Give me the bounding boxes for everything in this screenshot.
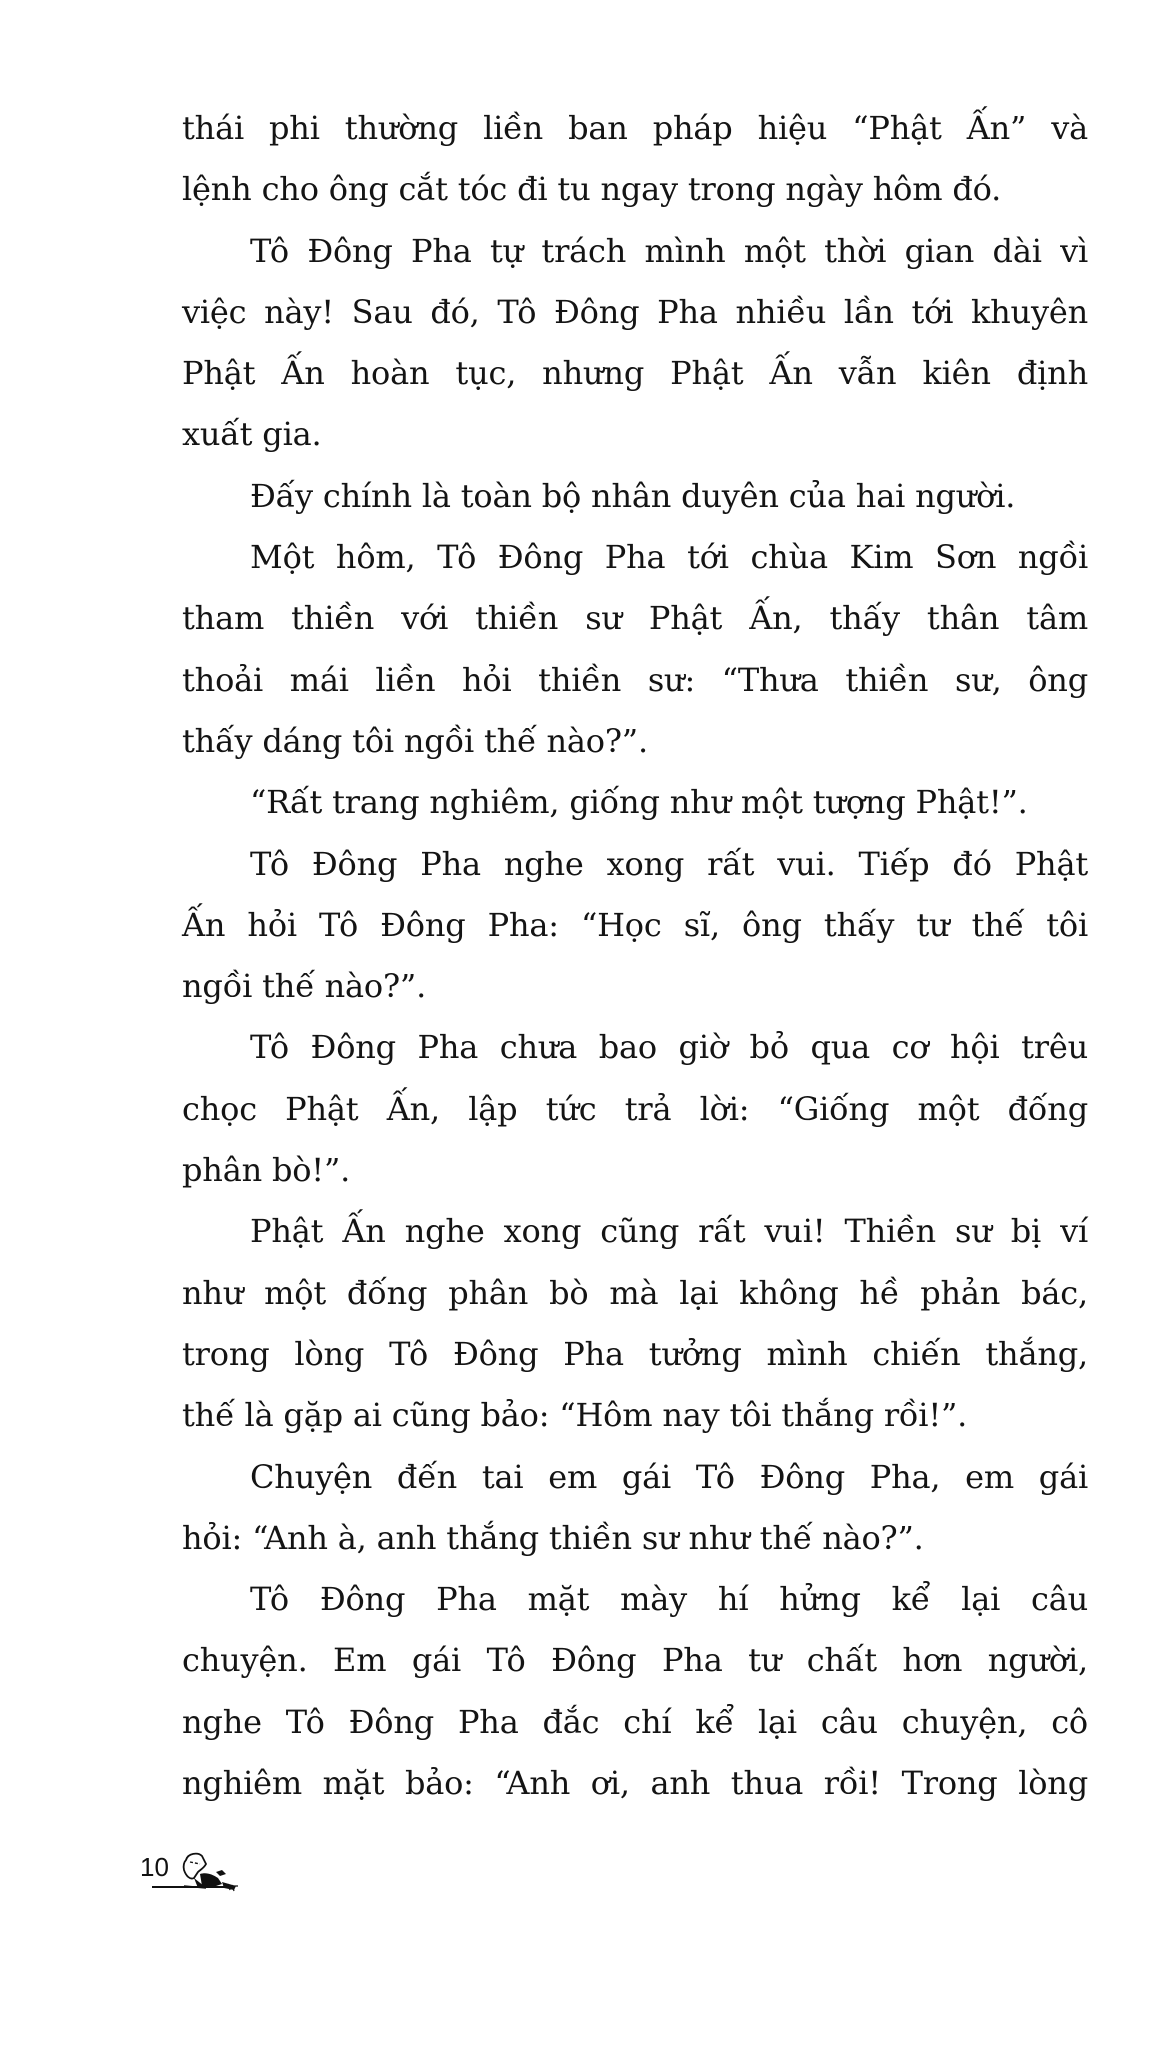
text-line: Phật Ấn nghe xong cũng rất vui! Thiền sư bị ví [250,1212,1088,1251]
page-number: 10 [140,1852,169,1882]
text-line: Chuyện đến tai em gái Tô Đông Pha, em gái [250,1457,1088,1496]
text-line: việc này! Sau đó, Tô Đông Pha nhiều lần tới khuyên [182,292,1088,331]
body-text [182,98,1088,1814]
text-line: thế là gặp ai cũng bảo: “Hôm nay tôi thắng rồi!”. [182,1396,968,1435]
text-line: “Rất trang nghiêm, giống như một tượng Phật!”. [250,783,1028,822]
text-line: Tô Đông Pha chưa bao giờ bỏ qua cơ hội trêu [250,1028,1088,1067]
text-line: xuất gia. [182,415,322,454]
text-line: như một đống phân bò mà lại không hề phản bác, [182,1273,1088,1312]
text-line: Tô Đông Pha mặt mày hí hửng kể lại câu [250,1580,1088,1619]
text-line: chọc Phật Ấn, lập tức trả lời: “Giống một đống [182,1089,1088,1128]
text-line: thoải mái liền hỏi thiền sư: “Thưa thiền sư, ông [182,660,1088,699]
text-line: hỏi: “Anh à, anh thắng thiền sư như thế nào?”. [182,1518,924,1557]
text-line: lệnh cho ông cắt tóc đi tu ngay trong ngày hôm đó. [182,170,1002,209]
page-footer [138,1850,308,1898]
text-line: thái phi thường liền ban pháp hiệu “Phật Ấn” và [182,109,1088,147]
text-line: chuyện. Em gái Tô Đông Pha tư chất hơn người, [182,1641,1088,1680]
text-line: phân bò!”. [182,1151,351,1190]
text-line: tham thiền với thiền sư Phật Ấn, thấy thân tâm [182,599,1088,638]
text-line: nghiêm mặt bảo: “Anh ơi, anh thua rồi! Trong lòng [182,1764,1088,1803]
text-line: ngồi thế nào?”. [182,967,427,1006]
text-line: thấy dáng tôi ngồi thế nào?”. [182,721,648,760]
text-line: Đấy chính là toàn bộ nhân duyên của hai người. [250,476,1016,515]
text-line: Ấn hỏi Tô Đông Pha: “Học sĩ, ông thấy tư thế tôi [182,905,1088,944]
seated-monk-ornament-icon [180,1850,246,1899]
text-line: trong lòng Tô Đông Pha tưởng mình chiến thắng, [182,1334,1088,1373]
text-line: Một hôm, Tô Đông Pha tới chùa Kim Sơn ngồi [250,538,1088,577]
text-line: Tô Đông Pha nghe xong rất vui. Tiếp đó Phật [250,844,1088,883]
text-line: Phật Ấn hoàn tục, nhưng Phật Ấn vẫn kiên định [182,354,1088,393]
text-line: Tô Đông Pha tự trách mình một thời gian dài vì [250,231,1088,270]
text-line: nghe Tô Đông Pha đắc chí kể lại câu chuyện, cô [182,1702,1088,1741]
